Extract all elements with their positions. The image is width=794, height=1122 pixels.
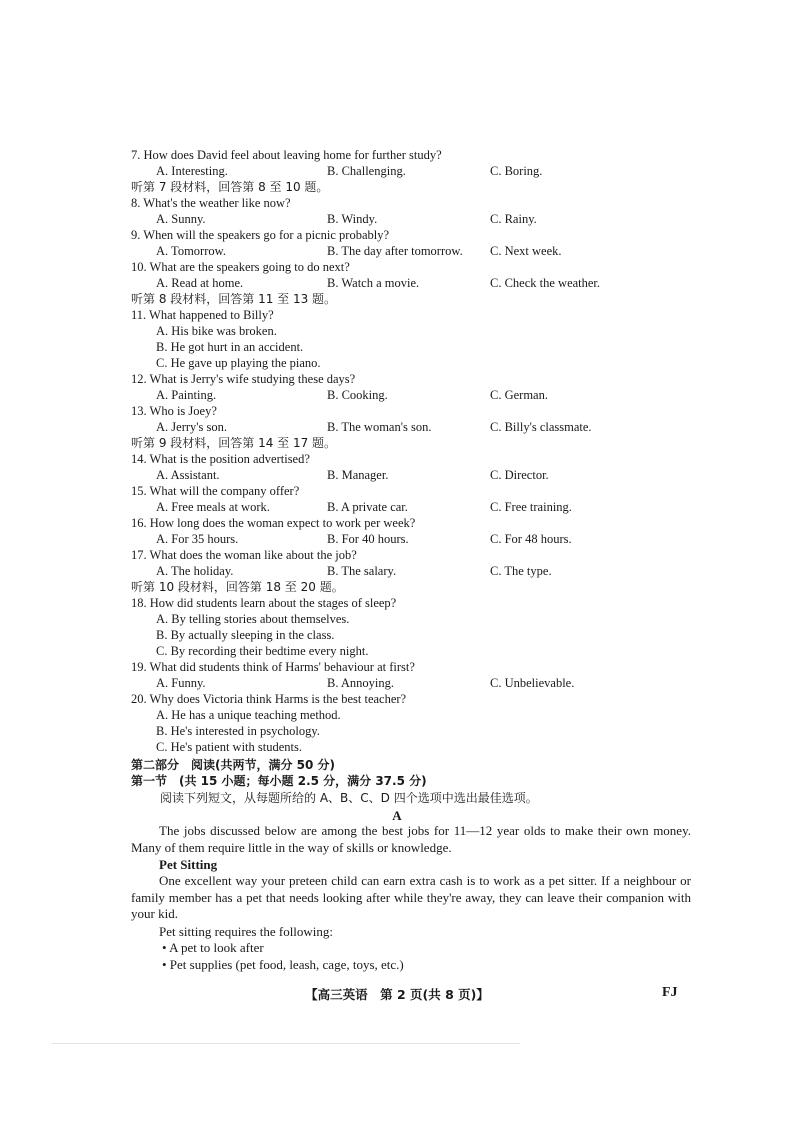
requirements-intro: Pet sitting requires the following: xyxy=(159,924,334,939)
answer-option: C. Billy's classmate. xyxy=(490,420,592,434)
answer-option: A. Painting. xyxy=(156,388,217,402)
answer-option: A. Tomorrow. xyxy=(156,244,226,258)
answer-option: C. Director. xyxy=(490,468,549,482)
paragraph-intro-text: The jobs discussed below are among the best jobs for 11—12 year olds to make their own money. Many of them require little in the way of skills or knowledge. xyxy=(131,823,691,855)
answer-option: C. He gave up playing the piano. xyxy=(156,356,321,370)
part-two-heading: 第二部分 阅读(共两节，满分 50 分) xyxy=(131,758,336,772)
question-stem: 9. When will the speakers go for a picnic probably? xyxy=(131,228,390,242)
listening-section-heading: 听第 7 段材料，回答第 8 至 10 题。 xyxy=(131,180,329,194)
question-stem: 14. What is the position advertised? xyxy=(131,452,310,466)
paragraph-pet-sitting-text: One excellent way your preteen child can earn extra cash is to work as a pet sitter. If a neighbour or family member has a pet that needs looking after while they're away, they can leave their companion with your kid. xyxy=(131,873,691,921)
answer-option: B. Challenging. xyxy=(327,164,406,178)
answer-option: B. A private car. xyxy=(327,500,408,514)
answer-option: C. Free training. xyxy=(490,500,572,514)
answer-option: C. German. xyxy=(490,388,548,402)
question-stem: 16. How long does the woman expect to work per week? xyxy=(131,516,416,530)
answer-option: A. Assistant. xyxy=(156,468,220,482)
section-one-heading: 第一节 (共 15 小题；每小题 2.5 分，满分 37.5 分) xyxy=(131,774,427,788)
answer-option: C. Check the weather. xyxy=(490,276,601,290)
page-footer: 【高三英语 第 2 页(共 8 页)】 xyxy=(305,987,489,1002)
answer-option: A. Funny. xyxy=(156,676,206,690)
answer-option: C. Boring. xyxy=(490,164,543,178)
bullet-item: • Pet supplies (pet food, leash, cage, toys, etc.) xyxy=(162,957,404,972)
passage-letter: A xyxy=(392,808,402,823)
answer-option: A. Sunny. xyxy=(156,212,206,226)
answer-option: B. By actually sleeping in the class. xyxy=(156,628,335,642)
paragraph-intro xyxy=(131,823,691,856)
listening-section-heading: 听第 8 段材料，回答第 11 至 13 题。 xyxy=(131,292,337,306)
answer-option: A. For 35 hours. xyxy=(156,532,239,546)
answer-option: C. The type. xyxy=(490,564,552,578)
listening-section-heading: 听第 9 段材料，回答第 14 至 17 题。 xyxy=(131,436,337,450)
question-stem: 20. Why does Victoria think Harms is the best teacher? xyxy=(131,692,407,706)
answer-option: C. Unbelievable. xyxy=(490,676,575,690)
answer-option: A. The holiday. xyxy=(156,564,234,578)
question-stem: 7. How does David feel about leaving home for further study? xyxy=(131,148,442,162)
answer-option: A. Read at home. xyxy=(156,276,244,290)
answer-option: B. Watch a movie. xyxy=(327,276,420,290)
question-stem: 13. Who is Joey? xyxy=(131,404,217,418)
answer-option: B. He's interested in psychology. xyxy=(156,724,320,738)
answer-option: A. He has a unique teaching method. xyxy=(156,708,341,722)
reading-instruction: 阅读下列短文，从每题所给的 A、B、C、D 四个选项中选出最佳选项。 xyxy=(160,791,538,805)
listening-section-heading: 听第 10 段材料，回答第 18 至 20 题。 xyxy=(131,580,344,594)
answer-option: C. For 48 hours. xyxy=(490,532,572,546)
answer-option: C. Rainy. xyxy=(490,212,537,226)
question-stem: 10. What are the speakers going to do next? xyxy=(131,260,350,274)
question-stem: 17. What does the woman like about the job? xyxy=(131,548,357,562)
question-stem: 19. What did students think of Harms' behaviour at first? xyxy=(131,660,415,674)
answer-option: B. The woman's son. xyxy=(327,420,432,434)
region-code: FJ xyxy=(662,985,678,1000)
answer-option: B. Annoying. xyxy=(327,676,395,690)
answer-option: B. For 40 hours. xyxy=(327,532,409,546)
scan-line xyxy=(52,1043,520,1044)
answer-option: B. The salary. xyxy=(327,564,397,578)
answer-option: B. Manager. xyxy=(327,468,389,482)
answer-option: A. Free meals at work. xyxy=(156,500,270,514)
question-stem: 15. What will the company offer? xyxy=(131,484,300,498)
answer-option: A. By telling stories about themselves. xyxy=(156,612,350,626)
answer-option: C. Next week. xyxy=(490,244,562,258)
pet-sitting-heading: Pet Sitting xyxy=(159,857,218,872)
answer-option: B. The day after tomorrow. xyxy=(327,244,463,258)
answer-option: B. Windy. xyxy=(327,212,378,226)
question-stem: 8. What's the weather like now? xyxy=(131,196,291,210)
answer-option: A. His bike was broken. xyxy=(156,324,277,338)
answer-option: A. Interesting. xyxy=(156,164,228,178)
answer-option: B. Cooking. xyxy=(327,388,388,402)
answer-option: C. By recording their bedtime every night. xyxy=(156,644,369,658)
question-stem: 18. How did students learn about the stages of sleep? xyxy=(131,596,397,610)
paragraph-pet-sitting xyxy=(131,873,691,923)
answer-option: C. He's patient with students. xyxy=(156,740,302,754)
bullet-item: • A pet to look after xyxy=(162,940,264,955)
question-stem: 11. What happened to Billy? xyxy=(131,308,274,322)
answer-option: B. He got hurt in an accident. xyxy=(156,340,304,354)
answer-option: A. Jerry's son. xyxy=(156,420,227,434)
question-stem: 12. What is Jerry's wife studying these days? xyxy=(131,372,356,386)
